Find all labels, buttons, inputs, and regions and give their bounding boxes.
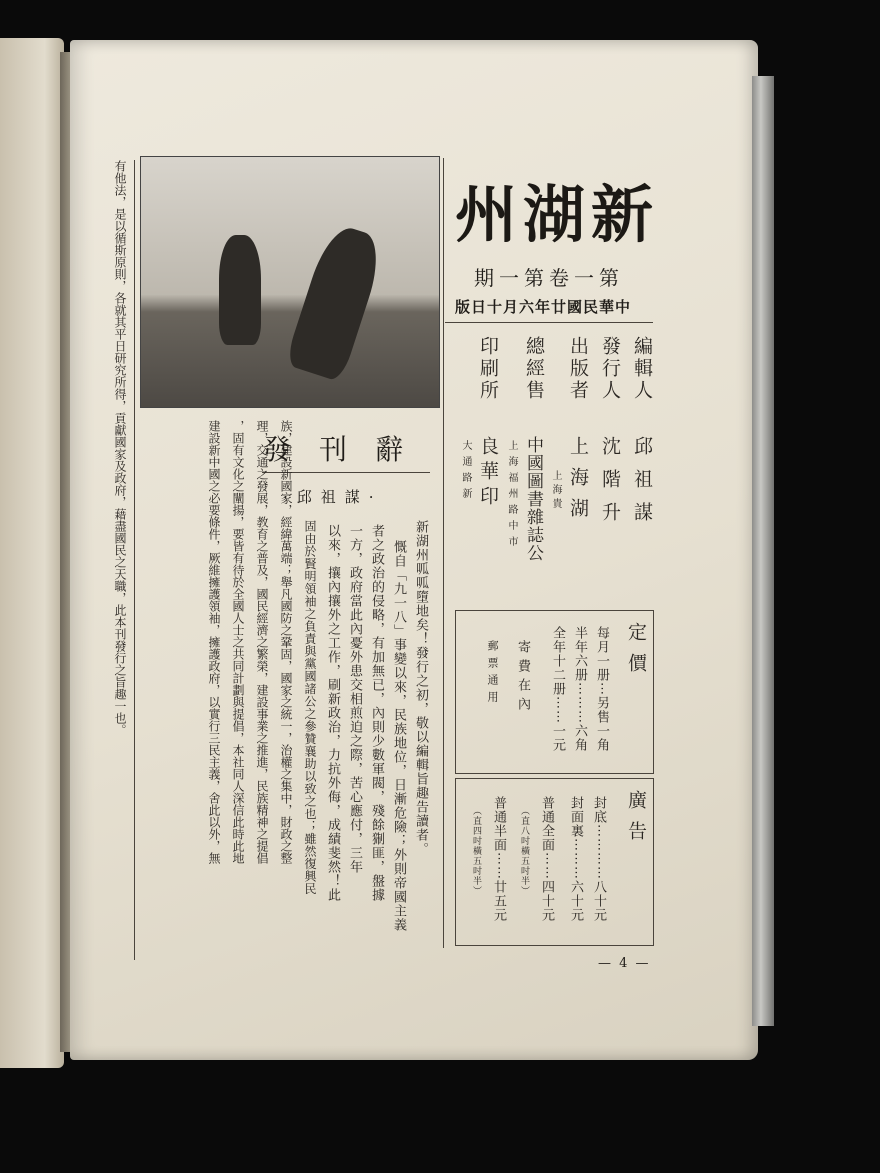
article-column-8: 理，交通之發展，教育之普及，國民經濟之繁榮，建設事業之推進，民族精神之提倡 xyxy=(255,420,269,864)
article-column-2: 慨自「九一八」事變以來，民族地位，日漸危險；外則帝國主義 xyxy=(391,540,406,932)
article-column-11: 有他法，是以循斯原則，各就其平日研究所得，貢獻國家及政府，藉盡國民之天職，此本刊發行之旨趣一也。 xyxy=(113,160,127,736)
credit-issuer-name: 上海湖 xyxy=(567,436,589,529)
ads-line-3: 普通全面⋯⋯四十元 xyxy=(539,796,554,922)
pricing-line-1: 每月一册⋯另售一角 xyxy=(594,626,609,752)
page-stack-edge xyxy=(752,76,774,1026)
pricing-line-5: 郵票通用 xyxy=(486,640,499,708)
article-column-9: ，固有文化之闡揚，要皆有待於全國人士之共同計劃與提倡，本社同人深信此時此地 xyxy=(231,420,245,864)
credit-issuer-role: 出版者 xyxy=(567,336,589,402)
article-column-10: 建設新中國之必要條件，厥維擁護領袖，擁護政府，以實行三民主義，舍此以外，無 xyxy=(207,420,221,864)
ads-line-5: 普通半面⋯⋯廿五元 xyxy=(491,796,506,922)
credit-editor-role: 編輯人 xyxy=(631,336,653,402)
wrestling-photo xyxy=(140,156,440,408)
credit-printer-name: 良華印 xyxy=(477,436,499,511)
pricing-line-4: 寄費在內 xyxy=(515,640,530,716)
issue-line: 期一第卷一第 xyxy=(474,266,624,290)
article-column-7: 族，建設新國家，經緯萬端；舉凡國防之鞏固，國家之統一，治權之集中，財政之整 xyxy=(279,420,293,864)
credit-distributor-name: 中國圖書雜誌公 xyxy=(523,436,543,562)
ads-line-4: （直八吋橫五吋半） xyxy=(519,806,529,896)
credit-editor-name: 邱祖謀 xyxy=(631,436,653,535)
ads-line-1: 封底⋯⋯⋯⋯八十元 xyxy=(591,796,606,922)
credit-distributor-note: 上海福州路中市 xyxy=(506,440,517,552)
article-column-5: 以來，攘內攘外之工作，刷新政治，力抗外侮，成績斐然！此 xyxy=(325,524,340,902)
credit-publisher-person-name: 沈階升 xyxy=(599,436,621,535)
article-column-3: 者之政治的侵略，有加無已，內則少數軍閥，殘餘猘匪，盤據 xyxy=(369,524,384,902)
credit-printer-role: 印刷所 xyxy=(477,336,499,402)
ads-line-2: 封面裏⋯⋯⋯六十元 xyxy=(568,796,583,922)
credit-printer-note: 大通路新 xyxy=(460,440,471,504)
photo-figure-right xyxy=(284,221,387,382)
article-author: ·邱祖謀· xyxy=(283,488,383,506)
article-column-4: 一方，政府當此內憂外患交相煎迫之際，苦心應付，三年 xyxy=(347,524,362,874)
article-column-6: 固由於賢明領袖之負責與黨國諸公之參贊襄助以致之也；雖然復興民 xyxy=(303,520,317,895)
photo-figure-left xyxy=(219,235,261,345)
pricing-heading: 定價 xyxy=(625,622,647,684)
credit-publisher-person-role: 發行人 xyxy=(599,336,621,402)
left-column-rule xyxy=(134,160,135,960)
article-column-1: 新湖州呱呱墮地矣！發行之初，敬以編輯旨趣告讀者。 xyxy=(413,520,428,856)
credit-distributor-role: 總經售 xyxy=(523,336,545,402)
masthead-title: 州湖新 xyxy=(455,178,660,251)
date-line: 版日十月六年廿國民華中 xyxy=(455,298,632,316)
pricing-line-3: 全年十二册⋯⋯一元 xyxy=(550,626,565,752)
article-title: 發刊辭 xyxy=(263,433,432,466)
column-divider xyxy=(443,158,444,948)
pricing-line-2: 半年六册⋯⋯⋯六角 xyxy=(572,626,587,752)
ads-line-6: （直四吋橫五吋半） xyxy=(471,806,481,896)
left-page-edge xyxy=(0,38,64,1068)
page-number: — 4 — xyxy=(598,956,651,971)
ads-heading: 廣告 xyxy=(625,790,647,852)
credit-issuer-note: 上海貴 xyxy=(550,470,561,512)
masthead-rule xyxy=(445,322,653,323)
